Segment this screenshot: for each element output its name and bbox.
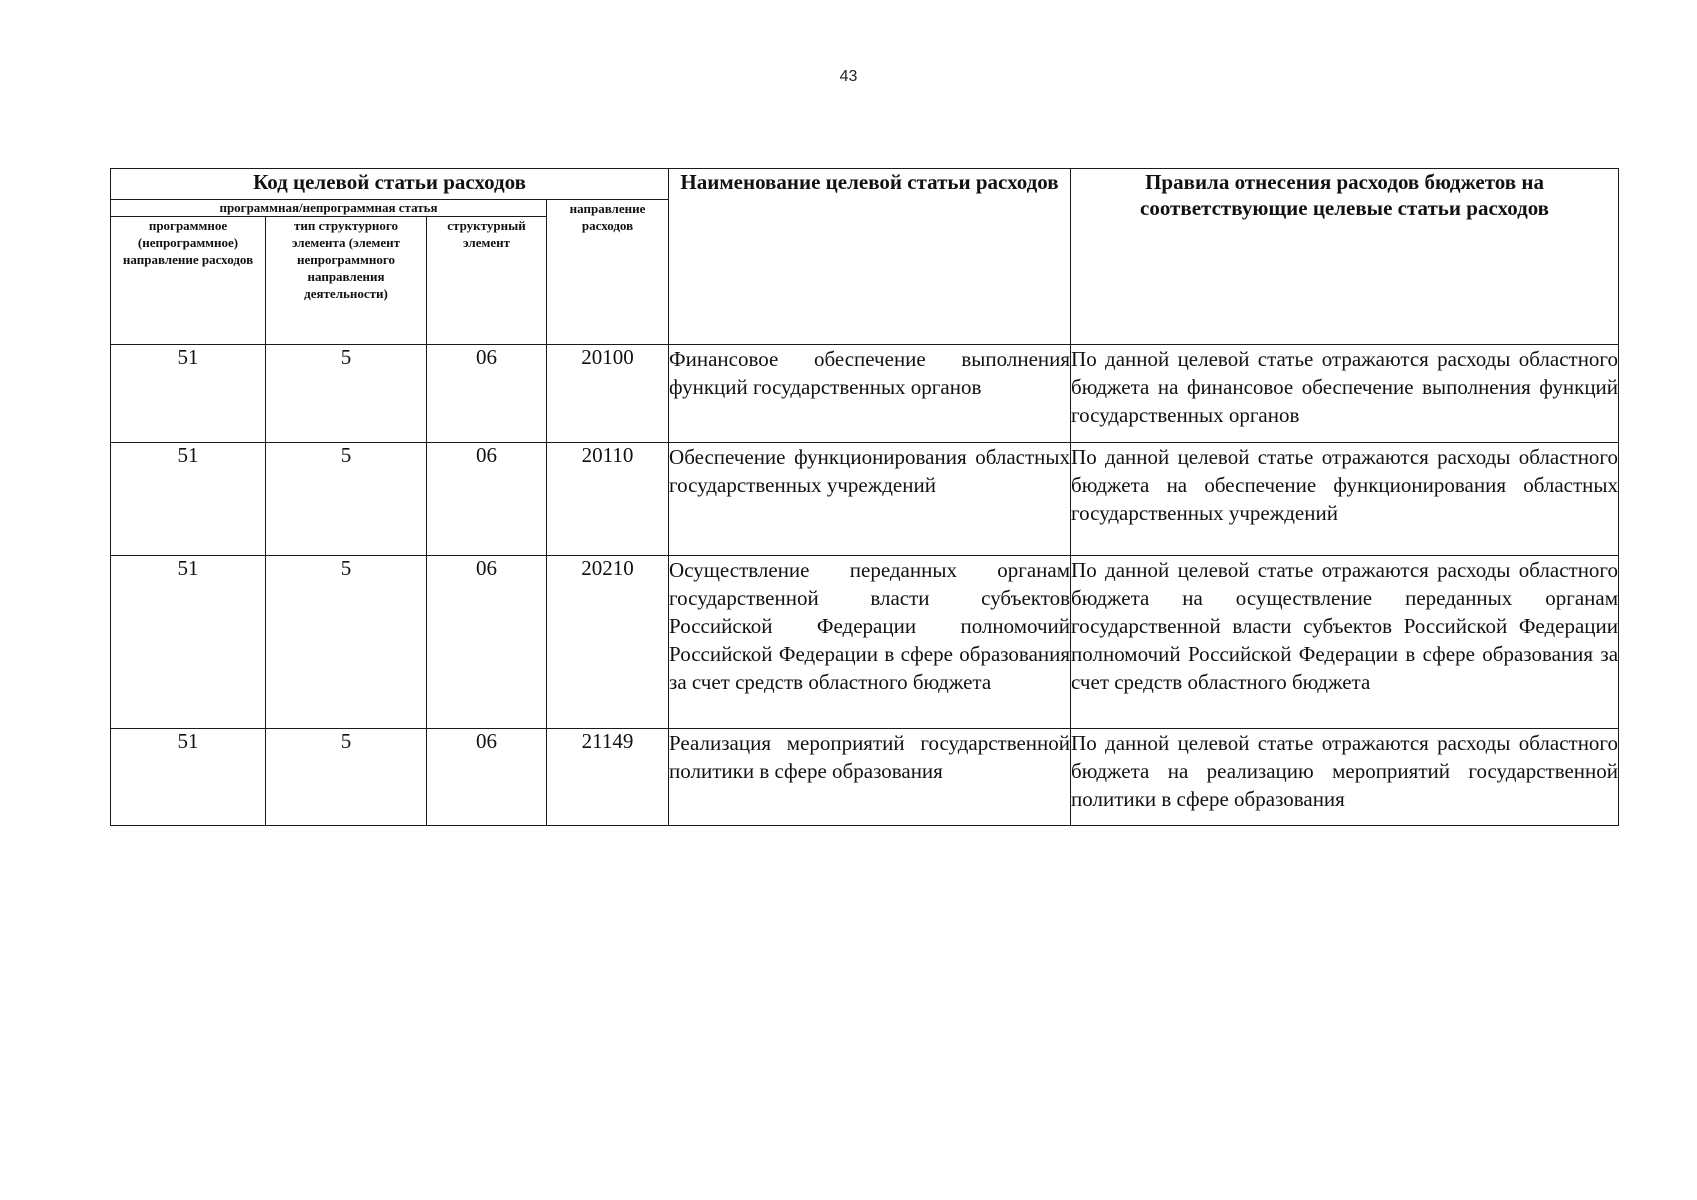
- cell-direction: 20100: [547, 345, 669, 443]
- cell-name: Реализация мероприятий государственной политики в сфере образования: [669, 729, 1071, 826]
- table-row: [111, 345, 1619, 443]
- header-expense-direction: направление расходов: [547, 200, 669, 345]
- cell-type: 5: [266, 443, 427, 556]
- cell-name: Осуществление переданных органам государственной власти субъектов Российской Федерации полномочий Российской Федерации в сфере образования за счет средств областного бюджета: [669, 556, 1071, 729]
- header-structural-element: структурный элемент: [427, 217, 547, 345]
- page-number: 43: [839, 68, 858, 85]
- cell-program: 51: [111, 729, 266, 826]
- cell-direction: 20210: [547, 556, 669, 729]
- cell-element: 06: [427, 443, 547, 556]
- cell-element: 06: [427, 729, 547, 826]
- header-program-article: программная/непрограммная статья: [111, 200, 547, 217]
- cell-rule: По данной целевой статье отражаются расходы областного бюджета на реализацию мероприятий государственной политики в сфере образования: [1071, 729, 1619, 826]
- cell-program: 51: [111, 556, 266, 729]
- cell-type: 5: [266, 729, 427, 826]
- cell-type: 5: [266, 345, 427, 443]
- cell-rule: По данной целевой статье отражаются расходы областного бюджета на осуществление переданных органам государственной власти субъектов Российской Федерации полномочий Российской Федерации в сфере образования за счет средств областного бюджета: [1071, 556, 1619, 729]
- header-name-title: Наименование целевой статьи расходов: [669, 169, 1071, 345]
- cell-program: 51: [111, 443, 266, 556]
- cell-rule: По данной целевой статье отражаются расходы областного бюджета на обеспечение функционирования областных государственных учреждений: [1071, 443, 1619, 556]
- header-rules-title: Правила отнесения расходов бюджетов на соответствующие целевые статьи расходов: [1071, 169, 1619, 345]
- cell-direction: 21149: [547, 729, 669, 826]
- header-element-type: тип структурного элемента (элемент непрограммного направления деятельности): [266, 217, 427, 345]
- table-row: [111, 556, 1619, 729]
- cell-name: Финансовое обеспечение выполнения функций государственных органов: [669, 345, 1071, 443]
- table-row: [111, 443, 1619, 556]
- cell-program: 51: [111, 345, 266, 443]
- cell-element: 06: [427, 345, 547, 443]
- header-code-title: Код целевой статьи расходов: [111, 169, 669, 200]
- header-row-1: [111, 169, 1619, 200]
- target-articles-table: [110, 168, 1619, 826]
- cell-direction: 20110: [547, 443, 669, 556]
- cell-element: 06: [427, 556, 547, 729]
- cell-name: Обеспечение функционирования областных государственных учреждений: [669, 443, 1071, 556]
- header-program-direction: программное (непрограммное) направление расходов: [111, 217, 266, 345]
- cell-rule: По данной целевой статье отражаются расходы областного бюджета на финансовое обеспечение выполнения функций государственных органов: [1071, 345, 1619, 443]
- cell-type: 5: [266, 556, 427, 729]
- table-row: [111, 729, 1619, 826]
